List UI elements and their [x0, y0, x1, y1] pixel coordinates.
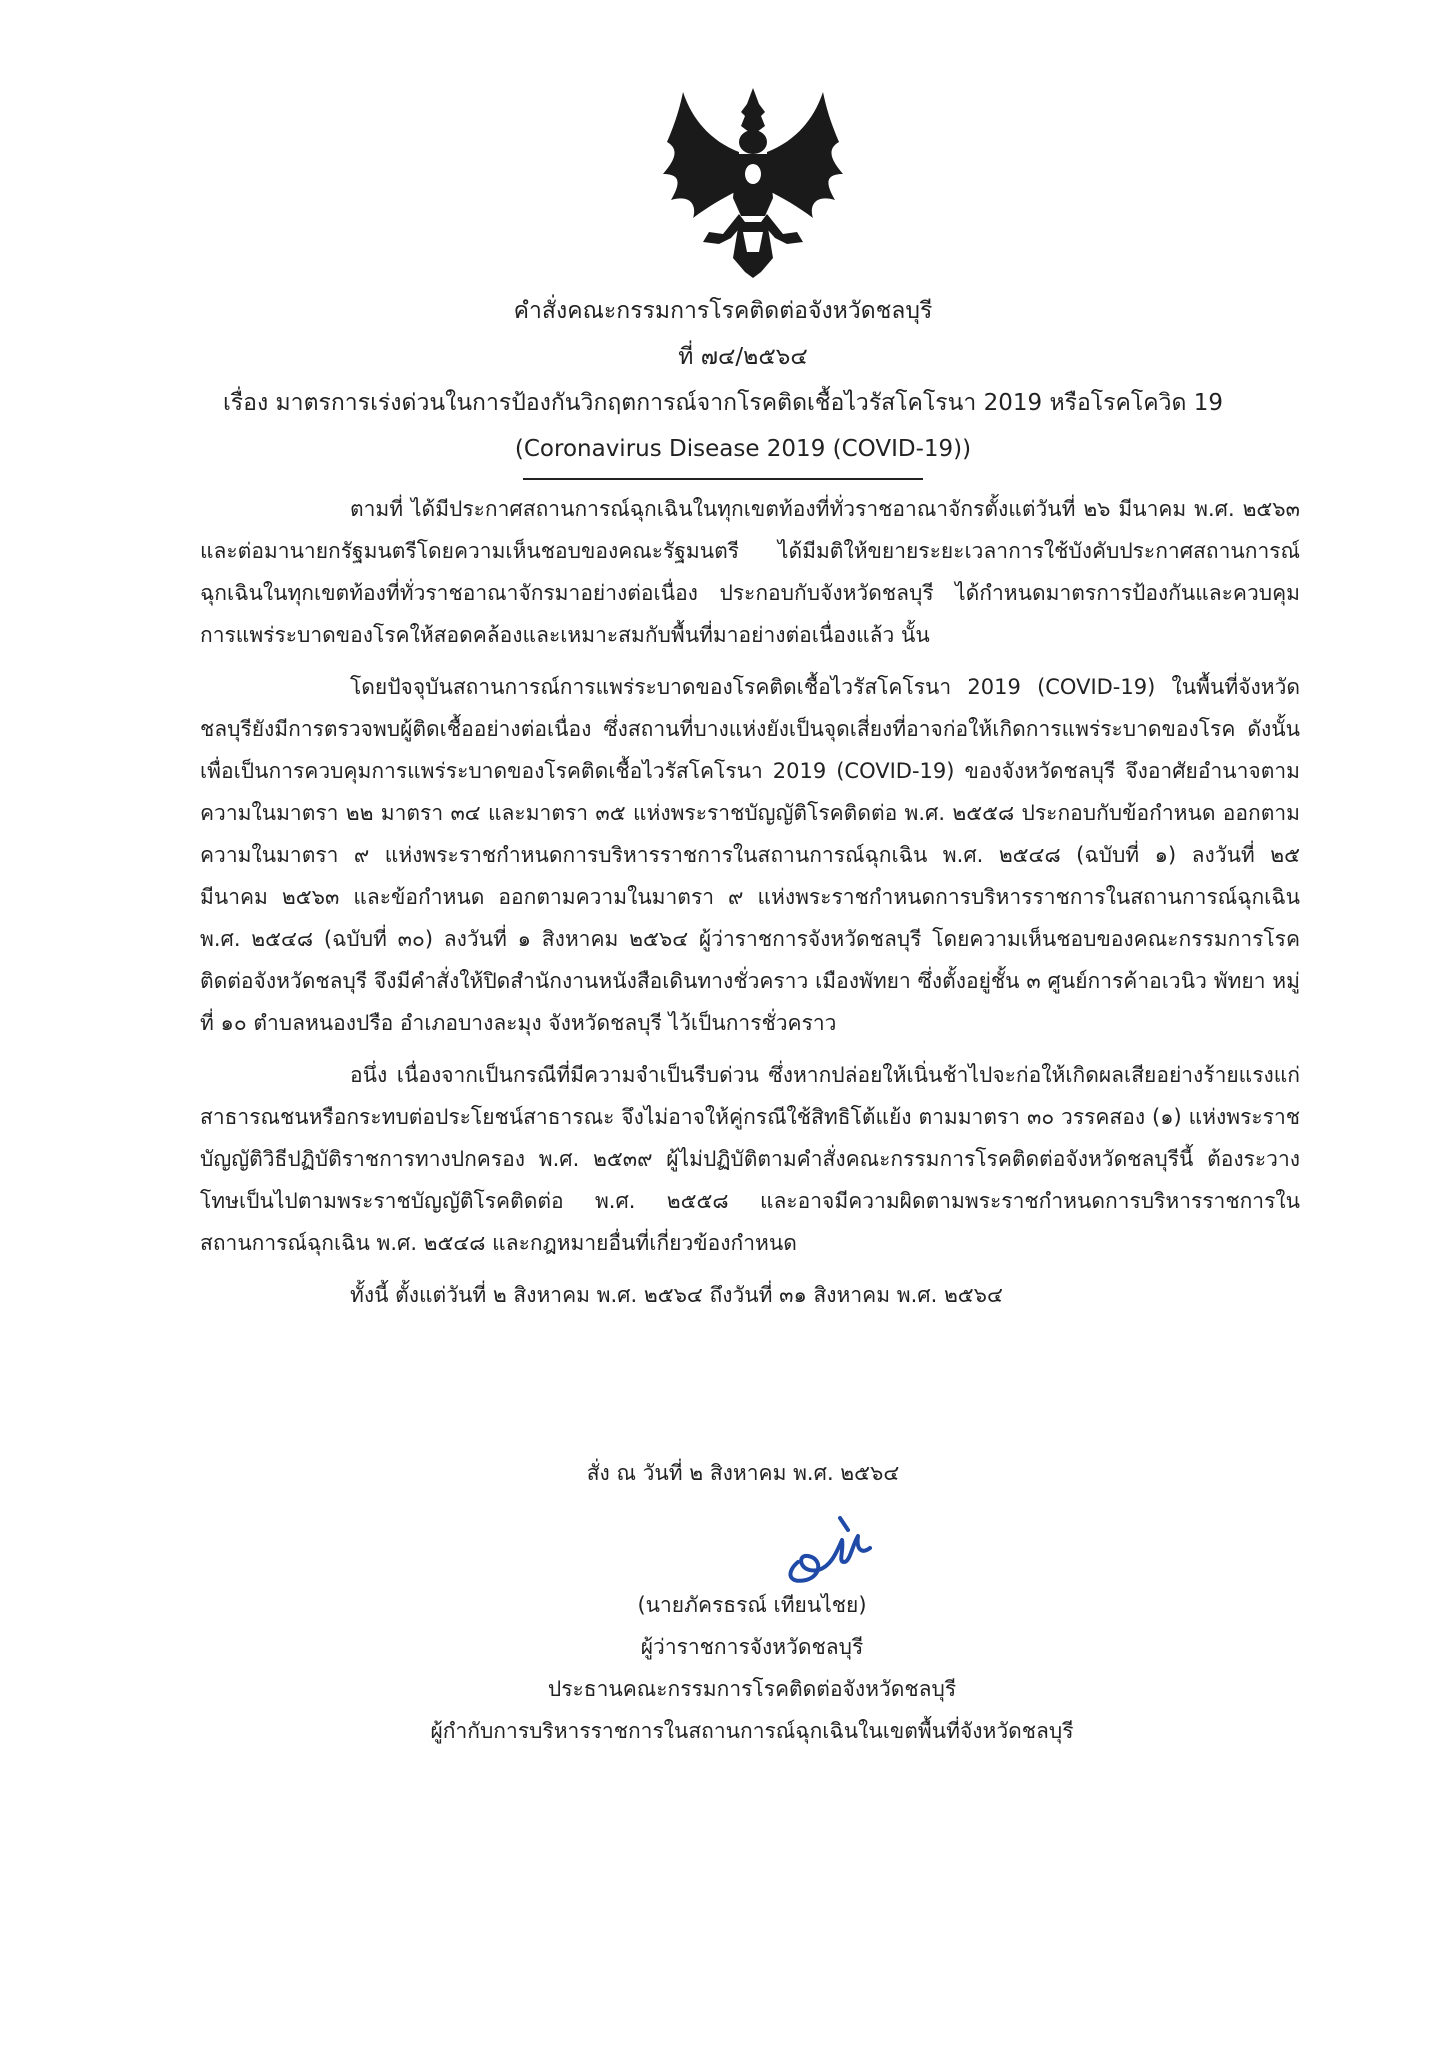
order-title: คำสั่งคณะกรรมการโรคติดต่อจังหวัดชลบุรี: [513, 298, 933, 324]
signatory-position-1: ผู้ว่าราชการจังหวัดชลบุรี: [640, 1635, 864, 1659]
garuda-emblem-icon: [653, 82, 853, 282]
signatory-position-2: ประธานคณะกรรมการโรคติดต่อจังหวัดชลบุรี: [547, 1677, 957, 1701]
order-number: ที่ ๗๔/๒๕๖๔: [678, 344, 808, 370]
document-body: [200, 488, 1300, 1326]
order-date: [0, 1452, 1446, 1494]
paragraph-2: โดยปัจจุบันสถานการณ์การแพร่ระบาดของโรคติดเชื้อไวรัสโคโรนา 2019 (COVID-19) ในพื้นที่จังหวัดชลบุรียังมีการตรวจพบผู้ติดเชื้ออย่างต่อเนื่อง ซึ่งสถานที่บางแห่งยังเป็นจุดเสี่ยงที่อาจก่อให้เกิดการแพร่ระบาดของโรค ดังนั้น เพื่อเป็นการควบคุมการแพร่ระบาดของโรคติดเชื้อไวรัสโคโรนา 2019 (COVID-19) ของจังหวัดชลบุรี จึงอาศัยอำนาจตามความในมาตรา ๒๒ มาตรา ๓๔ และมาตรา ๓๕ แห่งพระราชบัญญัติโรคติดต่อ พ.ศ. ๒๕๕๘ ประกอบกับข้อกำหนด ออกตามความในมาตรา ๙ แห่งพระราชกำหนดการบริหารราชการในสถานการณ์ฉุกเฉิน พ.ศ. ๒๕๔๘ (ฉบับที่ ๑) ลงวันที่ ๒๕ มีนาคม ๒๕๖๓ และข้อกำหนด ออกตามความในมาตรา ๙ แห่งพระราชกำหนดการบริหารราชการในสถานการณ์ฉุกเฉิน พ.ศ. ๒๕๔๘ (ฉบับที่ ๓๐) ลงวันที่ ๑ สิงหาคม ๒๕๖๔ ผู้ว่าราชการจังหวัดชลบุรี โดยความเห็นชอบของคณะกรรมการโรคติดต่อจังหวัดชลบุรี จึงมีคำสั่งให้ปิดสำนักงานหนังสือเดินทางชั่วคราว เมืองพัทยา ซึ่งตั้งอยู่ชั้น ๓ ศูนย์การค้าอเวนิว พัทยา หมู่ที่ ๑๐ ตำบลหนองปรือ อำเภอบางละมุง จังหวัดชลบุรี ไว้เป็นการชั่วคราว: [200, 675, 1300, 1035]
title-underline: [523, 478, 923, 480]
paragraph-1: ตามที่ ได้มีประกาศสถานการณ์ฉุกเฉินในทุกเขตท้องที่ทั่วราชอาณาจักรตั้งแต่วันที่ ๒๖ มีนาคม พ.ศ. ๒๕๖๓ และต่อมานายกรัฐมนตรีโดยความเห็นชอบของคณะรัฐมนตรี ได้มีมติให้ขยายระยะเวลาการใช้บังคับประกาศสถานการณ์ฉุกเฉินในทุกเขตท้องที่ทั่วราชอาณาจักรมาอย่างต่อเนื่อง ประกอบกับจังหวัดชลบุรี ได้กำหนดมาตรการป้องกันและควบคุมการแพร่ระบาดของโรคให้สอดคล้องและเหมาะสมกับพื้นที่มาอย่างต่อเนื่องแล้ว นั้น: [200, 497, 1300, 647]
signature-mark: [778, 1510, 878, 1590]
order-subject-en: (Coronavirus Disease 2019 (COVID-19)): [514, 436, 972, 462]
document-header: [0, 288, 1446, 480]
signatory-name: (นายภัครธรณ์ เทียนไชย): [637, 1593, 867, 1617]
paragraph-3: อนึ่ง เนื่องจากเป็นกรณีที่มีความจำเป็นรีบด่วน ซึ่งหากปล่อยให้เนิ่นช้าไปจะก่อให้เกิดผลเสียอย่างร้ายแรงแก่สาธารณชนหรือกระทบต่อประโยชน์สาธารณะ จึงไม่อาจให้คู่กรณีใช้สิทธิโต้แย้ง ตามมาตรา ๓๐ วรรคสอง (๑) แห่งพระราชบัญญัติวิธีปฏิบัติราชการทางปกครอง พ.ศ. ๒๕๓๙ ผู้ไม่ปฏิบัติตามคำสั่งคณะกรรมการโรคติดต่อจังหวัดชลบุรีนี้ ต้องระวางโทษเป็นไปตามพระราชบัญญัติโรคติดต่อ พ.ศ. ๒๕๕๘ และอาจมีความผิดตามพระราชกำหนดการบริหารราชการในสถานการณ์ฉุกเฉิน พ.ศ. ๒๕๔๘ และกฎหมายอื่นที่เกี่ยวข้องกำหนด: [200, 1063, 1300, 1255]
signatory-position-3: ผู้กำกับการบริหารราชการในสถานการณ์ฉุกเฉินในเขตพื้นที่จังหวัดชลบุรี: [430, 1719, 1074, 1743]
paragraph-4: ทั้งนี้ ตั้งแต่วันที่ ๒ สิงหาคม พ.ศ. ๒๕๖๔ ถึงวันที่ ๓๑ สิงหาคม พ.ศ. ๒๕๖๔: [350, 1283, 1003, 1307]
signature-block: [0, 1584, 1446, 1752]
order-subject: เรื่อง มาตรการเร่งด่วนในการป้องกันวิกฤตการณ์จากโรคติดเชื้อไวรัสโคโรนา 2019 หรือโรคโควิด 19: [222, 390, 1224, 416]
order-date-text: สั่ง ณ วันที่ ๒ สิงหาคม พ.ศ. ๒๕๖๔: [586, 1461, 900, 1485]
